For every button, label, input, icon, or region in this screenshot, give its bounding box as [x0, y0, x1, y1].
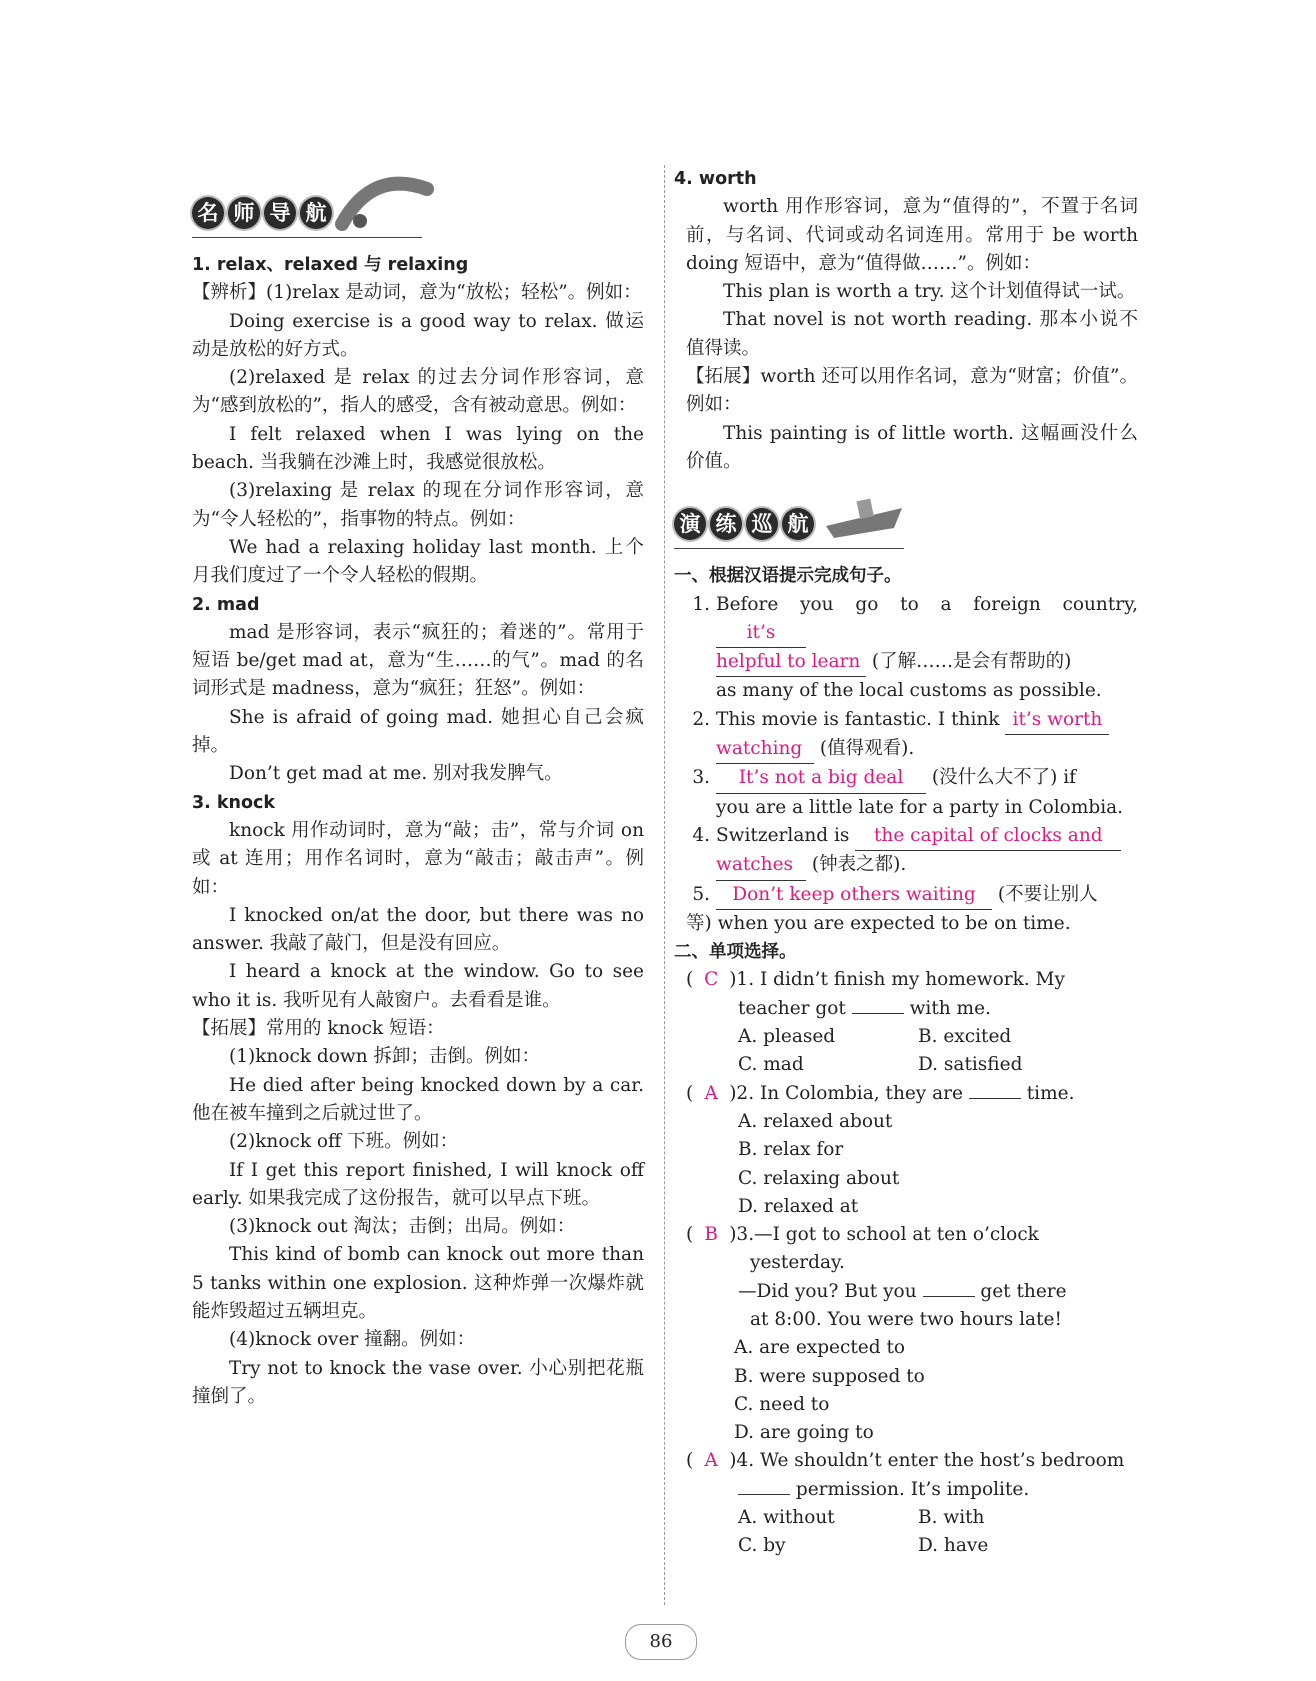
left-column	[192, 165, 644, 1411]
example: If I get this report finished, I will knock off early. 如果我完成了这份报告，就可以早点下班。	[192, 1159, 644, 1209]
page-number: 86	[625, 1624, 697, 1660]
banner-char: 航	[782, 508, 814, 540]
question-text: 等) when you are expected to be on time.	[686, 912, 1071, 934]
mc-option: B. were supposed to	[734, 1365, 925, 1387]
mc-option: A. pleased	[738, 1026, 836, 1048]
example: This painting is of little worth. 这幅画没什么价值。	[686, 422, 1138, 472]
paragraph: 【辨析】(1)relax 是动词，意为“放松；轻松”。例如：	[192, 282, 642, 304]
column-divider	[664, 165, 665, 1605]
example: Don’t get mad at me. 别对我发脾气。	[229, 763, 563, 785]
section-title: 1. relax、relaxed 与 relaxing	[192, 255, 469, 275]
paragraph: (2)knock off 下班。例如：	[229, 1131, 459, 1153]
banner-char: 航	[300, 197, 332, 229]
answer-fill: watching	[716, 735, 814, 764]
example: She is afraid of going mad. 她担心自己会疯掉。	[192, 706, 644, 757]
mc-option: B. excited	[918, 1026, 1012, 1048]
question-text: Before you go to a foreign country,	[716, 593, 1138, 615]
question-hint: (没什么大不了) if	[931, 767, 1076, 789]
mc-stem: time.	[1026, 1082, 1075, 1104]
mc-stem: —Did you? But you	[738, 1280, 917, 1302]
answer-fill: It’s not a big deal	[716, 764, 926, 793]
banner-char: 名	[192, 197, 224, 229]
mc-option: D. satisfied	[918, 1054, 1023, 1076]
paragraph: 【拓展】常用的 knock 短语：	[192, 1018, 445, 1040]
mc-stem: yesterday.	[750, 1252, 845, 1274]
answer-fill: it’s	[716, 619, 806, 648]
right-column	[674, 165, 1138, 1561]
answer-fill: Don’t keep others waiting	[716, 881, 992, 910]
mc-answer: B	[704, 1224, 719, 1246]
part-title: 一、根据汉语提示完成句子。	[674, 566, 902, 587]
example: Doing exercise is a good way to relax. 做运动是放松的好方式。	[192, 310, 644, 360]
paragraph: (3)knock out 淘汰；击倒；出局。例如：	[229, 1216, 576, 1238]
mc-option: D. have	[918, 1535, 989, 1557]
example: This kind of bomb can knock out more than 5 tanks within one explosion. 这种炸弹一次爆炸就能炸毁超过五辆坦克。	[192, 1244, 644, 1322]
mc-stem: )1. I didn’t finish my homework. My	[729, 969, 1065, 991]
mc-option: C. by	[738, 1535, 786, 1557]
question-hint: (了解……是会有帮助的)	[871, 651, 1072, 673]
example: I heard a knock at the window. Go to see who it is. 我听见有人敲窗户。去看看是谁。	[192, 961, 644, 1011]
mc-stem: get there	[980, 1280, 1067, 1302]
banner-char: 导	[264, 197, 296, 229]
mc-option: A. are expected to	[734, 1337, 906, 1359]
question-text: Switzerland is	[716, 824, 850, 846]
mc-answer: C	[704, 969, 719, 991]
question-text: you are a little late for a party in Colombia.	[716, 796, 1124, 818]
fill-question-4: 4. Switzerland is the capital of clocks and watches (钟表之都).	[686, 822, 1138, 881]
paragraph: (1)knock down 拆卸；击倒。例如：	[229, 1046, 541, 1068]
paragraph: (2)relaxed 是 relax 的过去分词作形容词，意为“感到放松的”，指人的感受，含有被动意思。例如：	[192, 367, 644, 417]
mc-option: C. mad	[738, 1054, 804, 1076]
answer-fill: watches	[716, 851, 806, 880]
example: I felt relaxed when I was lying on the beach. 当我躺在沙滩上时，我感觉很放松。	[192, 423, 644, 474]
question-hint: (不要让别人	[997, 883, 1098, 905]
section-banner-practice	[674, 480, 1138, 552]
banner-swirl-icon	[332, 169, 442, 239]
banner-char: 演	[674, 508, 706, 540]
section-banner-teacher-guide	[192, 169, 644, 241]
mc-option: C. relaxing about	[738, 1167, 900, 1189]
fill-question-1: 1. Before you go to a foreign country, it’s helpful to learn (了解……是会有帮助的) as many of the local customs as possible.	[692, 593, 1138, 702]
example: He died after being knocked down by a car. 他在被车撞到之后就过世了。	[192, 1074, 644, 1124]
mc-question-2: ( A )2. In Colombia, they are time. A. relaxed about B. relax for C. relaxing about D. relaxed at	[686, 1080, 1138, 1221]
fill-question-2: 2. This movie is fantastic. I think it’s worth watching (值得观看).	[686, 706, 1138, 765]
mc-stem: permission. It’s impolite.	[795, 1478, 1030, 1500]
banner-char: 练	[710, 508, 742, 540]
paragraph: worth 用作形容词，意为“值得的”，不置于名词前，与名词、代词或动名词连用。常用于 be worth doing 短语中，意为“值得做……”。例如：	[686, 196, 1138, 274]
mc-option: D. are going to	[734, 1422, 874, 1444]
mc-option: B. relax for	[738, 1139, 844, 1161]
example: We had a relaxing holiday last month. 上个月我们度过了一个令人轻松的假期。	[192, 536, 644, 587]
paragraph: mad 是形容词，表示“疯狂的；着迷的”。常用于短语 be/get mad at，意为“生……的气”。mad 的名词形式是 madness，意为“疯狂；狂怒”。例如：	[192, 621, 644, 700]
mc-stem: )4. We shouldn’t enter the host’s bedroom	[729, 1450, 1125, 1472]
banner-char: 巡	[746, 508, 778, 540]
question-hint: (钟表之都).	[811, 854, 907, 876]
section-title: 4. worth	[674, 169, 757, 189]
mc-stem: )2. In Colombia, they are	[729, 1082, 963, 1104]
example: That novel is not worth reading. 那本小说不值得读。	[686, 309, 1138, 359]
mc-option: B. with	[918, 1507, 985, 1529]
question-hint: (值得观看).	[819, 738, 915, 760]
mc-stem: at 8:00. You were two hours late!	[750, 1308, 1062, 1330]
paragraph: 【拓展】worth 还可以用作名词，意为“财富；价值”。例如：	[686, 366, 1138, 416]
part-title: 二、单项选择。	[674, 942, 797, 963]
answer-fill: the capital of clocks and	[855, 822, 1121, 851]
mc-option: D. relaxed at	[738, 1195, 859, 1217]
mc-stem: with me.	[909, 997, 991, 1019]
fill-question-5: 5. Don’t keep others waiting (不要让别人	[686, 881, 1138, 910]
banner-char: 师	[228, 197, 260, 229]
mc-question-3: ( B )3.—I got to school at ten o’clock yesterday. —Did you? But you get there at 8:00. You were two hours late! A. are expected to B. were supposed to C. need to D. are going to	[686, 1221, 1138, 1447]
answer-fill: helpful to learn	[716, 648, 866, 677]
mc-answer: A	[704, 1450, 718, 1472]
section-title: 3. knock	[192, 792, 276, 813]
mc-option: C. need to	[734, 1393, 830, 1415]
fill-question-3: 3. It’s not a big deal (没什么大不了) if you are a little late for a party in Colombia.	[686, 764, 1138, 822]
paragraph: (4)knock over 撞翻。例如：	[229, 1329, 476, 1351]
question-text: as many of the local customs as possible.	[716, 680, 1102, 702]
question-text: This movie is fantastic. I think	[716, 708, 1000, 730]
example: This plan is worth a try. 这个计划值得试一试。	[723, 281, 1136, 303]
example: Try not to knock the vase over. 小心别把花瓶撞倒了。	[192, 1357, 644, 1407]
mc-stem: )3.—I got to school at ten o’clock	[729, 1224, 1039, 1246]
mc-question-4: ( A )4. We shouldn’t enter the host’s bedroom permission. It’s impolite. A. without B. with C. by D. have	[686, 1447, 1138, 1560]
example: I knocked on/at the door, but there was no answer. 我敲了敲门，但是没有回应。	[192, 904, 644, 955]
section-title: 2. mad	[192, 594, 260, 615]
mc-option: A. without	[738, 1507, 835, 1529]
mc-question-1: ( C )1. I didn’t finish my homework. My teacher got with me. A. pleased B. excited C. mad D. satisfied	[686, 966, 1138, 1079]
paragraph: knock 用作动词时，意为“敲；击”，常与介词 on 或 at 连用；用作名词时，意为“敲击；敲击声”。例如：	[192, 819, 644, 898]
mc-answer: A	[704, 1082, 718, 1104]
mc-stem: teacher got	[738, 997, 846, 1019]
ship-icon	[824, 486, 904, 546]
mc-option: A. relaxed about	[738, 1110, 893, 1132]
answer-fill: it’s worth	[1005, 706, 1109, 735]
paragraph: (3)relaxing 是 relax 的现在分词作形容词，意为“令人轻松的”，指事物的特点。例如：	[192, 480, 644, 530]
